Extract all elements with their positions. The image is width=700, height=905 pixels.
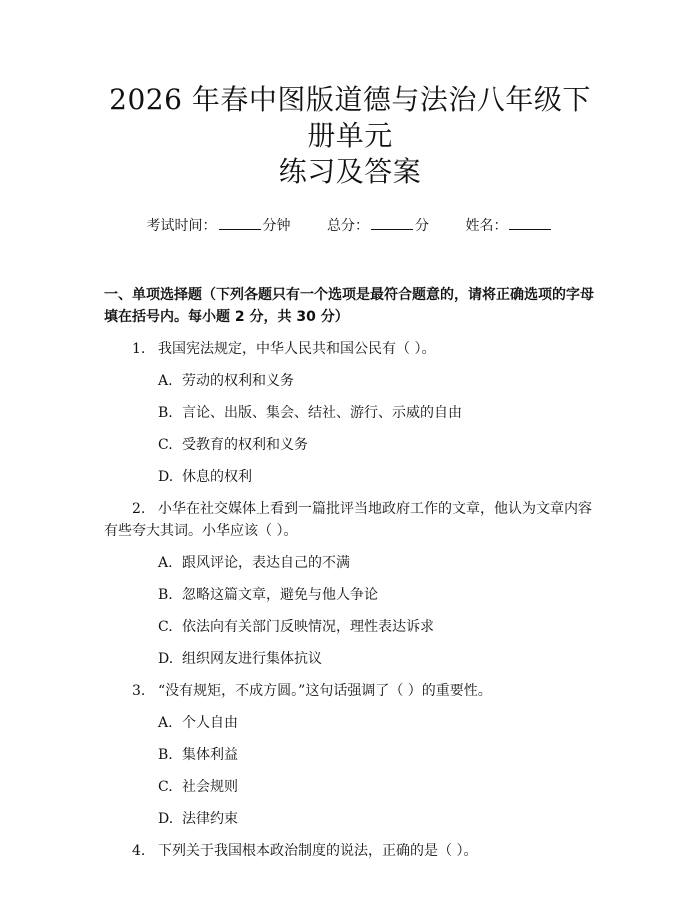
option-letter: D. [158, 651, 174, 667]
exam-meta [104, 216, 596, 236]
question-2 [104, 498, 596, 670]
option-a [104, 370, 596, 392]
option-list [104, 712, 596, 830]
section-heading-single-choice: 一、单项选择题（下列各题只有一个选项是最符合题意的，请将正确选项的字母填在括号内。每小题 2 分，共 30 分） [104, 287, 594, 325]
question-number: 3. [132, 683, 146, 699]
option-text: 组织网友进行集体抗议 [182, 651, 322, 667]
option-b [104, 584, 596, 606]
question-number: 2. [132, 501, 146, 517]
option-letter: C. [158, 619, 173, 635]
option-d [104, 466, 596, 488]
exam-time-field [147, 216, 291, 236]
option-letter: A. [158, 715, 173, 731]
question-stem [104, 680, 596, 702]
option-text: 受教育的权利和义务 [182, 437, 308, 453]
option-text: 集体利益 [182, 747, 238, 763]
option-a [104, 712, 596, 734]
option-letter: A. [158, 555, 173, 571]
total-score-blank [371, 217, 413, 230]
option-d [104, 648, 596, 670]
option-letter: D. [158, 469, 174, 485]
option-letter: C. [158, 437, 173, 453]
option-text: 依法向有关部门反映情况，理性表达诉求 [182, 619, 434, 635]
option-list [104, 552, 596, 670]
option-letter: C. [158, 779, 173, 795]
student-name-label: 姓名： [465, 218, 508, 234]
option-c [104, 616, 596, 638]
option-c [104, 776, 596, 798]
total-score-unit: 分 [415, 218, 429, 234]
question-text: 下列关于我国根本政治制度的说法，正确的是（ ）。 [158, 843, 478, 859]
question-text: 小华在社交媒体上看到一篇批评当地政府工作的文章，他认为文章内容有些夸大其词。小华应该（ ）。 [104, 501, 592, 539]
option-b [104, 744, 596, 766]
option-list [104, 370, 596, 488]
title-line-2: 练习及答案 [278, 155, 422, 188]
exam-time-label: 考试时间： [146, 218, 217, 234]
question-stem [104, 338, 596, 360]
title-line-1: 2026 年春中图版道德与法治八年级下册单元 [109, 83, 591, 152]
option-letter: A. [158, 373, 173, 389]
option-letter: B. [158, 405, 173, 421]
total-score-field [327, 216, 429, 236]
exam-time-blank [219, 217, 261, 230]
student-name-blank [509, 217, 551, 230]
document-title [104, 0, 596, 190]
question-stem [104, 840, 596, 862]
question-number: 4. [132, 843, 146, 859]
question-number: 1. [132, 341, 146, 357]
total-score-label: 总分： [327, 218, 369, 234]
option-letter: B. [158, 747, 173, 763]
option-b [104, 402, 596, 424]
option-text: 休息的权利 [182, 469, 252, 485]
question-text: 我国宪法规定，中华人民共和国公民有（ ）。 [158, 341, 436, 357]
question-text: “没有规矩，不成方圆。”这句话强调了（ ）的重要性。 [158, 683, 492, 699]
option-text: 劳动的权利和义务 [182, 373, 294, 389]
question-3 [104, 680, 596, 830]
option-a [104, 552, 596, 574]
student-name-field [465, 216, 553, 236]
option-letter: D. [158, 811, 174, 827]
option-text: 跟风评论，表达自己的不满 [182, 555, 350, 571]
option-text: 个人自由 [182, 715, 238, 731]
option-c [104, 434, 596, 456]
option-text: 社会规则 [182, 779, 238, 795]
option-text: 言论、出版、集会、结社、游行、示威的自由 [182, 405, 462, 421]
option-text: 法律约束 [182, 811, 238, 827]
question-4 [104, 840, 596, 862]
question-1 [104, 338, 596, 488]
option-text: 忽略这篇文章，避免与他人争论 [182, 587, 378, 603]
question-stem [104, 498, 596, 542]
exam-time-unit: 分钟 [262, 218, 291, 234]
option-d [104, 808, 596, 830]
option-letter: B. [158, 587, 173, 603]
